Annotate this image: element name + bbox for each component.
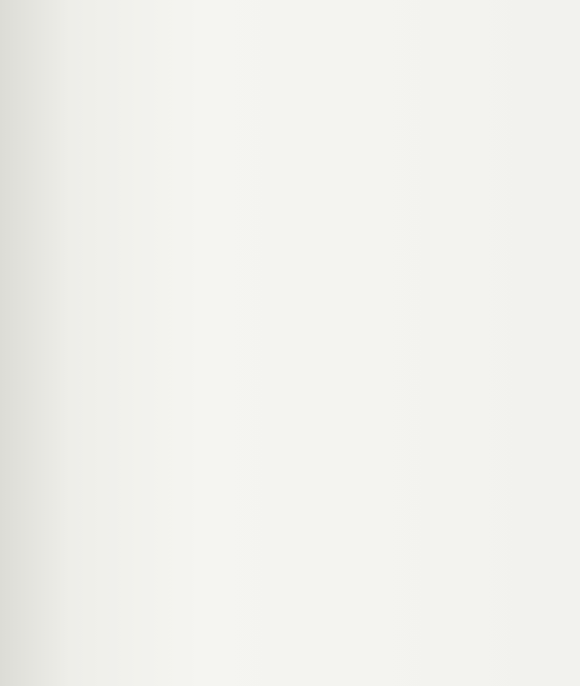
spiral-binding xyxy=(0,0,86,686)
